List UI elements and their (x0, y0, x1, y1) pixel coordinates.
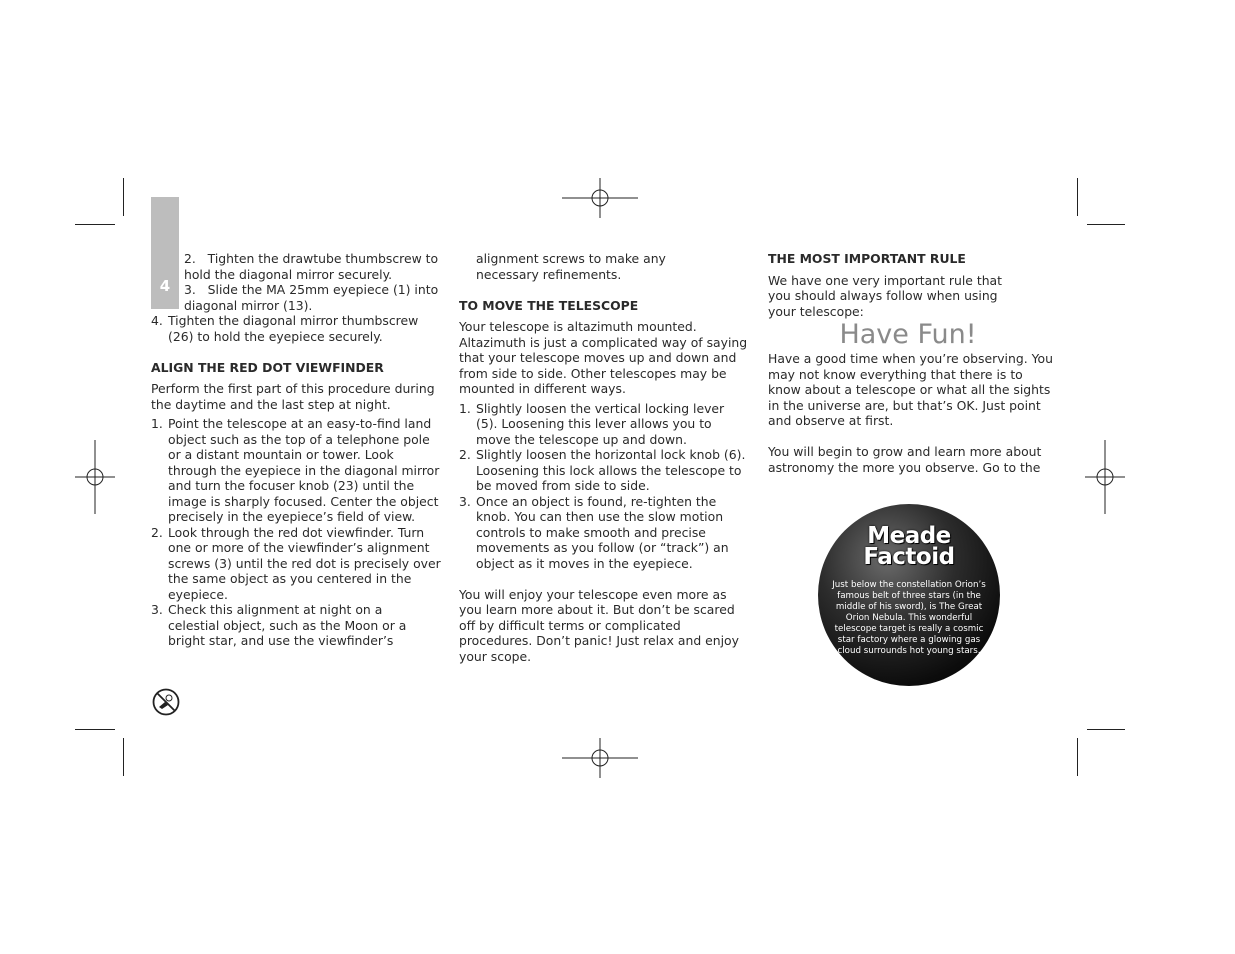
crop-mark (1087, 729, 1125, 730)
crop-mark (1087, 224, 1125, 225)
meade-factoid-badge (818, 504, 1000, 686)
list-item: 2. Look through the red dot viewfinder. Turn one or more of the viewfinder’s alignment screws (3) until the red dot is precisely over the same object as you centered in the eyepiece. (151, 524, 441, 602)
section-heading: TO MOVE THE TELESCOPE (459, 297, 639, 313)
paragraph: You will enjoy your telescope even more as you learn more about it. But don’t be scared off by difficult terms or complicated procedures. Don’t panic! Just relax and enjoy your scope. (459, 586, 739, 664)
page-number: 4 (159, 277, 171, 295)
crop-mark (75, 729, 115, 730)
registration-mark-icon (75, 440, 115, 514)
have-fun-title: Have Fun! (839, 319, 977, 350)
column-3 (768, 251, 1053, 475)
registration-mark-icon (562, 738, 638, 778)
list-item: 3. Once an object is found, re-tighten the knob. You can then use the slow motion controls to make smooth and precise movements as you follow (or “track”) an object as it moves in the eyepiece. (459, 493, 729, 571)
section-heading: THE MOST IMPORTANT RULE (768, 251, 966, 266)
list-item: 3. Check this alignment at night on a celestial object, such as the Moon or a bright star, and use the viewfinder’s (151, 602, 407, 648)
list-item: 2. Tighten the drawtube thumbscrew to hold the diagonal mirror securely. (184, 251, 439, 282)
registration-mark-icon (1085, 440, 1125, 514)
crop-mark (1077, 178, 1078, 216)
column-2 (459, 251, 749, 664)
list-item: 2. Slightly loosen the horizontal lock knob (6). Loosening this lock allows the telescope to be moved from side to side. (459, 447, 746, 493)
section-heading: ALIGN THE RED DOT VIEWFINDER (151, 359, 384, 375)
no-sun-viewing-icon (152, 688, 180, 716)
crop-mark (75, 224, 115, 225)
list-item: 3. Slide the MA 25mm eyepiece (1) into diagonal mirror (13). (184, 282, 439, 313)
paragraph: Your telescope is altazimuth mounted. Altazimuth is just a complicated way of saying that your telescope moves up and down and from side to side. Other telescopes may be mounted in different ways. (459, 319, 748, 396)
paragraph: Have a good time when you’re observing. You may not know everything that there is to know about a telescope or what all the sights in the universe are, but that’s OK. Just point and observe at first. (768, 351, 1053, 428)
crop-mark (123, 178, 124, 216)
crop-mark (1077, 738, 1078, 776)
list-item: 4. Tighten the diagonal mirror thumbscrew (26) to hold the eyepiece securely. (151, 313, 419, 344)
factoid-text: Just below the constellation Orion’s famous belt of three stars (in the middle of his sword), is The Great Orion Nebula. This wonderful telescope target is really a cosmic star factory where a glowing gas cloud surrounds hot young stars. (832, 580, 986, 656)
factoid-title: Meade Factoid (863, 523, 955, 570)
list-item: 1. Point the telescope at an easy-to-find land object such as the top of a telephone pole or a distant mountain or tower. Look through the eyepiece in the diagonal mirror and turn the focuser knob (23) until the image is sharply focused. Center the object precisely in the eyepiece’s field of view. (151, 416, 440, 524)
crop-mark (123, 738, 124, 776)
paragraph: Perform the first part of this procedure during the daytime and the last step at night. (151, 381, 435, 412)
registration-mark-icon (562, 178, 638, 218)
paragraph: alignment screws to make any necessary refinements. (476, 251, 666, 282)
paragraph: You will begin to grow and learn more about astronomy the more you observe. Go to the (768, 444, 1042, 475)
list-item: 1. Slightly loosen the vertical locking lever (5). Loosening this lever allows you to move the telescope up and down. (459, 400, 725, 447)
paragraph: We have one very important rule that you should always follow when using your telescope: (768, 272, 1003, 319)
column-1 (151, 251, 441, 649)
